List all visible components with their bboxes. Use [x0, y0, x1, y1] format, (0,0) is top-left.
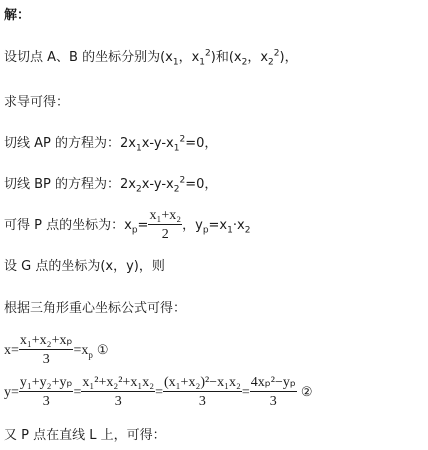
solution-heading: 解： [4, 8, 31, 23]
derivative-line: 求导可得： [4, 95, 70, 110]
marker-2: ② [300, 384, 313, 399]
point-g-line: 设 G 点的坐标为(x，y)，则 [4, 259, 165, 274]
eq2-fraction-1: $\frac{\text{y₁+y₂+yₚ}}{3}$ [19, 374, 73, 409]
eq2-fraction-3: $\frac{\text{(x₁+x₂)²−x₁x₂}}{3}$ [164, 374, 241, 409]
xp-fraction: $\frac{\text{x₁+x₂}}{2}$ [149, 207, 182, 242]
line-l-condition: 又 P 点在直线 L 上，可得： [4, 428, 166, 443]
eq2-fraction-4: $\frac{\text{4xₚ²−yₚ}}{3}$ [250, 374, 296, 409]
tangent-bp-line: 切线 BP 的方程为：$2x_2x-y-x_2^2=0$， [4, 175, 218, 195]
point-p-line: 可得 P 点的坐标为：$x_p=$ $\frac{\text{x₁+x₂}}{2}$ ，$y_p=x_1\cdot x_2$ [4, 207, 251, 242]
tangent-points-line: 设切点 A、B 的坐标分别为($x_1$，$x_1^2$)和($x_2$，$x_2^2$)， [4, 48, 298, 68]
marker-1: ① [96, 342, 109, 357]
eq1-fraction: $\frac{\text{x₁+x₂+xₚ}}{3}$ [19, 332, 73, 367]
equation-1: x= $\frac{\text{x₁+x₂+xₚ}}{3}$ $=x_p$ ① [4, 332, 109, 367]
equation-2: y= $\frac{\text{y₁+y₂+yₚ}}{3}$ = $\frac{\text{x₁²+x₂²+x₁x₂}}{3}$ = $\frac{\text{(x₁+x₂)²−x₁x₂}}{3}$ = $\frac{\text{4xₚ²−yₚ}}{3}$ ② [4, 374, 313, 409]
centroid-formula-line: 根据三角形重心坐标公式可得： [4, 301, 187, 316]
tangent-ap-line: 切线 AP 的方程为：$2x_1x-y-x_1^2=0$， [4, 134, 218, 154]
eq2-fraction-2: $\frac{\text{x₁²+x₂²+x₁x₂}}{3}$ [82, 374, 155, 409]
